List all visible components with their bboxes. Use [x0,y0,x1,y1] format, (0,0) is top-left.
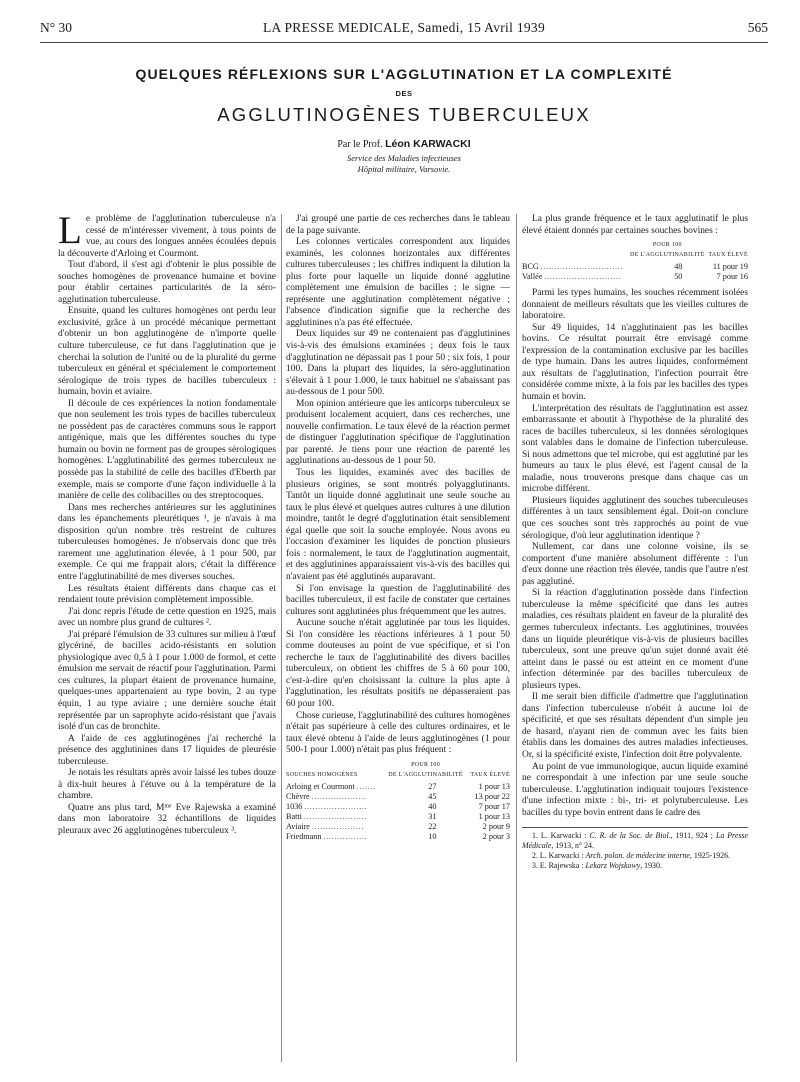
column-rule [516,214,517,1062]
paragraph: Chose curieuse, l'agglutinabilité des cultures homogènes n'était pas supérieure à celle des cultures ordinaires, et le taux élevé obtenu à l'aide de leurs agglutinogènes (1 pour 500-1 pour 1.000) n'était pas plus fréquent : [286,710,510,756]
paragraph: L'interprétation des résultats de l'agglutination est assez embarrassante et aboutit à l'hypothèse de la pluralité des races de bacilles tuberculeux, si les données sérologiques sont valables dans le domaine de l'infection tuberculeuse. Si nous admettons que tel microbe, qui est agglutiné par les humeurs au taux le plus élevé, est l'agent causal de la maladie, nous trouverons presque dans chaque cas un microbe différent. [522,403,748,495]
table-row: Vallée ............................ 50 7 pour 16 [522,272,748,282]
page-number: 565 [747,20,768,35]
paragraph: Au point de vue immunologique, aucun liquide examiné ne correspondait à une infection par une seule souche tuberculeuse. L'agglutination indiquait toujours l'existence d'une infection mixte : bi-, tri- et polytuberculeuse. Les bacilles du type bovin entrent dans le cadre des [522,761,748,818]
byline [40,138,768,150]
paragraph: Le problème de l'agglutination tuberculeuse n'a cessé de m'intéresser vivement, à tous points de vue, au cours des longues années écoulées depuis la découverte d'Arloing et Courmont. [58,209,276,259]
paragraph: Tous les liquides, examinés avec des bacilles de plusieurs origines, se sont montrés polyagglutinants. Tantôt un liquide donné agglutinait une seule souche au taux le plus élevé et quelques autres cultures à une dilution moindre, tantôt le degré d'agglutination était sensiblement égal quelle que soit la souche employée. Nous avons eu l'occasion d'examiner les liquides de ponction plusieurs fois : normalement, le taux de l'agglutination augmentait, et des agglutinines apparaissaient vis-à-vis des bacilles qui n'avaient pas été agglutinés auparavant. [286,468,510,582]
paragraph: Quatre ans plus tard, Mᵐᵉ Eve Rajewska a examiné dans mon laboratoire 32 échantillons de liquides pleuraux avec 26 agglutinogènes tuberculeux ³. [58,802,276,836]
table-header: TAUX ÉLEVÉ [470,771,510,778]
affiliation-line1: Service des Maladies infectieuses [346,153,461,163]
footnote: 3. E. Rajewska : Lekarz Wojskowy, 1930. [532,861,662,871]
paragraph: Les résultats étaient différents dans chaque cas et rendaient toute prévision complètement impossible. [58,583,276,606]
table-row: Chèvre .................... 45 13 pour 22 [286,791,510,801]
paragraph: Tout d'abord, il s'est agi d'obtenir le plus possible de souches homogènes de provenance humaine et bovine pour établir certaines particularités de la séro-agglutination tuberculeuse. [58,260,276,305]
table-row: Arloing et Courmont ....... 27 1 pour 13 [286,781,510,791]
paragraph: Parmi les types humains, les souches récemment isolées donnaient de meilleurs résultats que les vieilles cultures de laboratoire. [522,288,748,322]
issue-number: N° 30 [40,20,73,35]
paragraph: J'ai donc repris l'étude de cette question en 1925, mais avec un nombre plus grand de cultures ². [58,606,276,629]
table-header: POUR 100 DE L'AGGLUTINABILITÉ [388,761,463,778]
affiliation-line2: Hôpital militaire, Varsovie. [357,164,451,174]
paragraph: Il découle de ces expériences la notion fondamentale que non seulement les trois types de bacilles tuberculeux ne possèdent pas de caractères communs sous le rapport antigénique, mais que les différentes souches du type humain ou bovin ne forment pas de groupes sérologiques homogènes. L'agglutinabilité des germes tuberculeux ne possède pas la stabilité de celle des bacilles d'Eberth par exemple, mais se comporte d'une façon individuelle à la manière de celle des colibacilles ou des streptocoques. [58,398,276,502]
paragraph: Sur 49 liquides, 14 n'agglutinaient pas les bacilles bovins. Ce résultat pourrait être envisagé comme l'expression de la contamination exclusive par les bacilles de type humain. Dans les autres liquides, conformément aux résultats de l'agglutination, l'infection pourrait être considérée comme mixte, à la fois par les bacilles des types humain et bovin. [522,322,748,403]
drop-cap: L [58,209,82,252]
paragraph: La plus grande fréquence et le taux agglutinatif le plus élevé étaient donnés par certaines souches bovines : [522,214,748,236]
author-name: Léon KARWACKI [385,138,471,150]
paragraph: Si la réaction d'agglutination possède dans l'infection tuberculeuse la même spécificité que dans les autres maladies, ces résultats plaident en faveur de la pluralité des germes tuberculeux infectants. Les agglutinines, trouvées dans un liquide pleurétique vis-à-vis de plusieurs bacilles tuberculeux, sont une preuve qu'un sujet donné avait été atteint dans le passé ou est atteint en ce moment d'une infection déterminée par des bacilles tuberculeux de plusieurs types. [522,588,748,691]
column-1 [58,209,276,838]
column-2 [286,214,510,848]
paragraph: Aucune souche n'était agglutinée par tous les liquides. Si l'on considère les réactions inférieures à 1 pour 50 comme douteuses au point de vue spécifique, et si l'on recherche le taux de l'agglutinabilité des divers bacilles tuberculeux, on obtient les chiffres de 5 à 60 pour 100, c'est-à-dire qu'en choisissant la culture la plus apte à l'agglutination, les résultats positifs ne dépasseraient pas 60 pour 100. [286,618,510,709]
footnote: 1. L. Karwacki : C. R. de la Soc. de Biol., 1911, 924 ; La Presse Médicale, 1913, n° 24. [522,831,748,851]
article-title-line2: AGGLUTINOGÈNES TUBERCULEUX [217,104,591,125]
article-title-line1: QUELQUES RÉFLEXIONS SUR L'AGGLUTINATION ET LA COMPLEXITÉ [135,66,673,82]
table-row: Batti ....................... 31 1 pour 13 [286,811,510,821]
table-row: BCG .............................. 48 11 pour 19 [522,262,748,272]
footnote-rule [522,827,748,828]
paragraph: A l'aide de ces agglutinogènes j'ai recherché la présence des agglutinines dans 17 liquides de pleurésie tuberculeuse. [58,733,276,767]
paragraph: Les colonnes verticales correspondent aux liquides examinés, les colonnes horizontales aux différentes cultures tuberculeuses ; les chiffres indiquent la dilution la plus forte pour laquelle un liquide donné agglutine complètement une émulsion de bacilles ; le signe — représente une agglutination complètement négative ; l'absence d'indication signifie que la recherche des agglutinines n'a pas été effectuée. [286,237,510,328]
byline-prefix: Par le Prof. [337,139,383,150]
agglutinability-table-homogeneous [286,760,510,842]
paragraph: Mon opinion antérieure que les anticorps tuberculeux se produisent localement acquiert, dans ces recherches, une nouvelle confirmation. Le taux élevé de la réaction permet de distinguer l'agglutination spécifique de l'agglutination par parenté. Je tiens pour une réaction de parenté les agglutinations au-dessous de 1 pour 50. [286,398,510,467]
table-header: POUR 100 DE L'AGGLUTINABILITÉ [630,242,705,259]
paragraph: Si l'on envisage la question de l'agglutinabilité des bacilles tuberculeux, il est facile de constater que certaines cultures sont agglutinées plus fréquemment que les autres. [286,583,510,617]
table-header: TAUX ÉLEVÉ [708,252,748,259]
paragraph: J'ai groupé une partie de ces recherches dans le tableau de la page suivante. [286,214,510,236]
paragraph: Nullement, car dans une colonne voisine, ils se comportent d'une manière absolument différente : l'un d'eux donne une réaction très élevée, tandis que l'autre n'est pas agglutiné. [522,542,748,587]
journal-title-date: LA PRESSE MEDICALE, Samedi, 15 Avril 1939 [262,20,546,35]
footnote: 2. L. Karwacki : Arch. polon. de médecine interne, 1925-1926. [532,851,731,861]
table-row: 1036 ....................... 40 7 pour 17 [286,801,510,811]
paragraph: Ensuite, quand les cultures homogènes ont perdu leur exclusivité, grâce à un procédé mécanique permettant d'obtenir un bon agglutinogène de n'importe quelle culture tuberculeuse, ce fut dans l'agglutination que je cherchai la solution de l'unité ou de la pluralité du germe tuberculeux en général et spécialement le comportement sérologique de trois types de bacilles tuberculeux : humain, bovin et aviaire. [58,306,276,398]
paragraph: Plusieurs liquides agglutinent des souches tuberculeuses différentes à un taux sensiblement égal. Doit-on conclure que ces souches sont très rapprochés au point de vue sérologique, d'où leur agglutination identique ? [522,495,748,541]
agglutinability-table-bovine [522,240,748,282]
table-header: SOUCHES HOMOGÈNES [286,771,358,778]
paragraph: J'ai préparé l'émulsion de 33 cultures sur milieu à l'œuf glycériné, de bacilles acido-résistants en solution physiologique avec 0,5 à 1 pour 1.000 de formol, et cette émulsion me servait de réactif pour l'agglutination. Parmi ces cultures, la plupart étaient de provenance humaine, quelques-unes appartenaient au type bovin, 2 au type équin, 1 au type aviaire ; une dernière souche était représentée par un saprophyte acido-résistant que j'avais isolé d'un cas de bronchite. [58,629,276,733]
table-row: Aviaire ................... 22 2 pour 9 [286,821,510,831]
paragraph: Je notais les résultats après avoir laissé les tubes douze à dix-huit heures à l'étuve ou à la température de la chambre. [58,768,276,802]
table-row: Friedmann ................ 10 2 pour 3 [286,831,510,841]
article-title-des: DES [395,89,413,98]
paragraph: Dans mes recherches antérieures sur les agglutinines dans les épanchements pleurétiques ¹, je n'avais à ma disposition qu'un nombre très restreint de cultures tuberculeuses homogènes. Je n'observais donc que très rarement une agglutination élevée, à 1 pour 500, par exemple. Ce qui me frappait alors, c'était la différence entre l'agglutinabilité de mes diverses souches. [58,502,276,582]
column-rule [281,214,282,1062]
paragraph: Deux liquides sur 49 ne contenaient pas d'agglutinines vis-à-vis des émulsions examinées ; deux fois le taux d'agglutination ne dépassait pas 1 pour 50 ; six fois, 1 pour 100. Dans la plupart des liquides, la séro-agglutination s'élevait à 1 pour 1.000, le taux habituel ne s'abaissant pas au-dessous de 1 pour 500. [286,329,510,398]
column-3 [522,214,748,871]
running-header [40,20,768,43]
paragraph: Il me serait bien difficile d'admettre que l'agglutination dans l'infection tuberculeuse n'obéit à aucune loi de spécificité, et que ses résultats dépendent d'un simple jeu de hasard, n'ayant rien de commun avec les faits bien établis dans les domaines des autres maladies infectieuses. Or, si la spécificité existe, l'infection doit être polyvalente. [522,692,748,760]
